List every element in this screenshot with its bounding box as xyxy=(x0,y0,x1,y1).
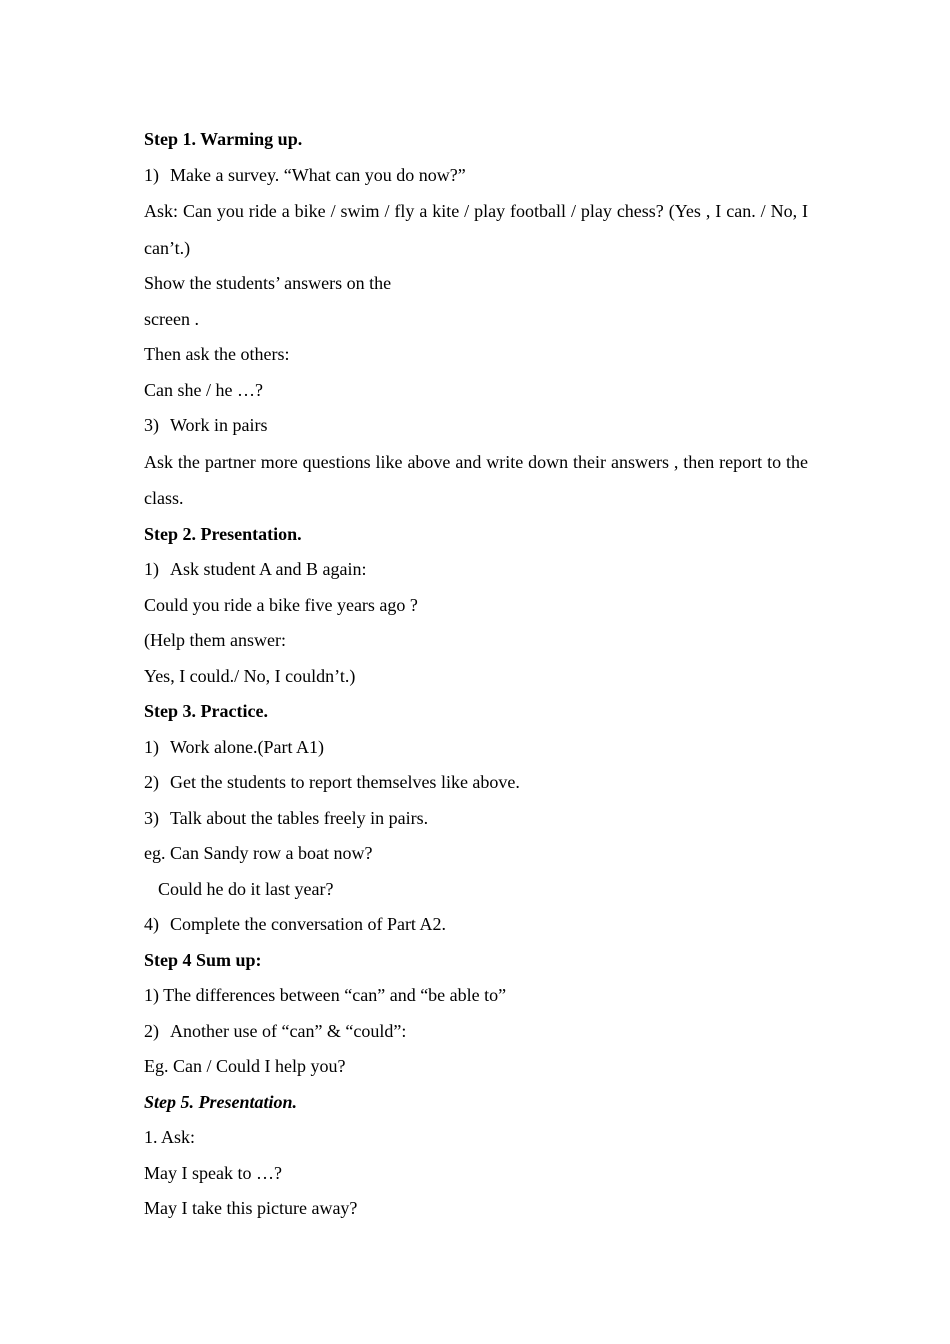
line-text: eg. Can Sandy row a boat now? xyxy=(144,843,373,863)
line-text: Could he do it last year? xyxy=(158,878,334,899)
numbered-item xyxy=(144,765,808,801)
section-heading xyxy=(144,122,808,158)
text-line xyxy=(144,872,808,908)
text-line xyxy=(144,444,808,517)
text-line xyxy=(144,623,808,659)
line-text: Could you ride a bike five years ago ? xyxy=(144,594,418,615)
line-text: Ask: Can you ride a bike / swim / fly a kite / play football / play chess? (Yes , I can. / No, I can’t.) xyxy=(144,201,808,258)
line-text: (Help them answer: xyxy=(144,630,286,650)
line-text: Step 1. Warming up. xyxy=(144,129,303,149)
numbered-item xyxy=(144,1014,808,1050)
line-text: Step 5. Presentation. xyxy=(144,1091,298,1112)
line-text: Then ask the others: xyxy=(144,344,290,364)
section-heading xyxy=(144,1085,808,1121)
text-line xyxy=(144,373,808,409)
text-line xyxy=(144,266,808,302)
line-text: Yes, I could./ No, I couldn’t.) xyxy=(144,665,356,686)
text-line xyxy=(144,302,808,338)
line-text: Can she / he …? xyxy=(144,379,263,400)
numbered-item xyxy=(144,907,808,943)
text-line xyxy=(144,659,808,695)
numbered-item xyxy=(144,408,808,444)
line-text: 1. Ask: xyxy=(144,1127,196,1147)
line-text: Talk about the tables freely in pairs. xyxy=(170,807,429,828)
section-heading xyxy=(144,694,808,730)
line-text: Step 2. Presentation. xyxy=(144,523,302,544)
numbered-item xyxy=(144,730,808,766)
document-body xyxy=(144,122,808,1227)
line-text: screen . xyxy=(144,308,199,329)
line-text: Ask student A and B again: xyxy=(170,559,367,579)
item-number: 3) xyxy=(144,415,159,435)
text-line xyxy=(144,588,808,624)
line-text: 1) The differences between “can” and “be able to” xyxy=(144,985,507,1005)
line-text: Another use of “can” & “could”: xyxy=(170,1020,407,1041)
line-text: Show the students’ answers on the xyxy=(144,273,392,293)
text-line xyxy=(144,1049,808,1085)
section-heading xyxy=(144,943,808,979)
line-text: Work alone.(Part A1) xyxy=(170,736,325,757)
numbered-item xyxy=(144,801,808,837)
item-number: 2) xyxy=(144,1020,159,1041)
line-text: May I take this picture away? xyxy=(144,1198,358,1218)
text-line xyxy=(144,1191,808,1227)
text-line xyxy=(144,337,808,373)
line-text: May I speak to …? xyxy=(144,1162,282,1183)
item-number: 2) xyxy=(144,772,159,792)
text-line xyxy=(144,1120,808,1156)
numbered-item xyxy=(144,158,808,194)
text-line xyxy=(144,193,808,266)
item-number: 4) xyxy=(144,914,159,934)
item-number: 1) xyxy=(144,736,159,757)
line-text: Get the students to report themselves like above. xyxy=(170,772,520,792)
line-text: Eg. Can / Could I help you? xyxy=(144,1056,346,1076)
text-line xyxy=(144,836,808,872)
line-text: Make a survey. “What can you do now?” xyxy=(170,164,466,185)
section-heading xyxy=(144,517,808,553)
item-number: 1) xyxy=(144,559,159,579)
line-text: Work in pairs xyxy=(170,415,268,435)
item-number: 1) xyxy=(144,164,159,185)
line-text: Step 3. Practice. xyxy=(144,701,268,721)
text-line xyxy=(144,1156,808,1192)
line-text: Complete the conversation of Part A2. xyxy=(170,914,446,934)
text-line xyxy=(144,978,808,1014)
item-number: 3) xyxy=(144,807,159,828)
line-text: Ask the partner more questions like above and write down their answers , then report to the class. xyxy=(144,451,808,508)
numbered-item xyxy=(144,552,808,588)
line-text: Step 4 Sum up: xyxy=(144,949,262,970)
